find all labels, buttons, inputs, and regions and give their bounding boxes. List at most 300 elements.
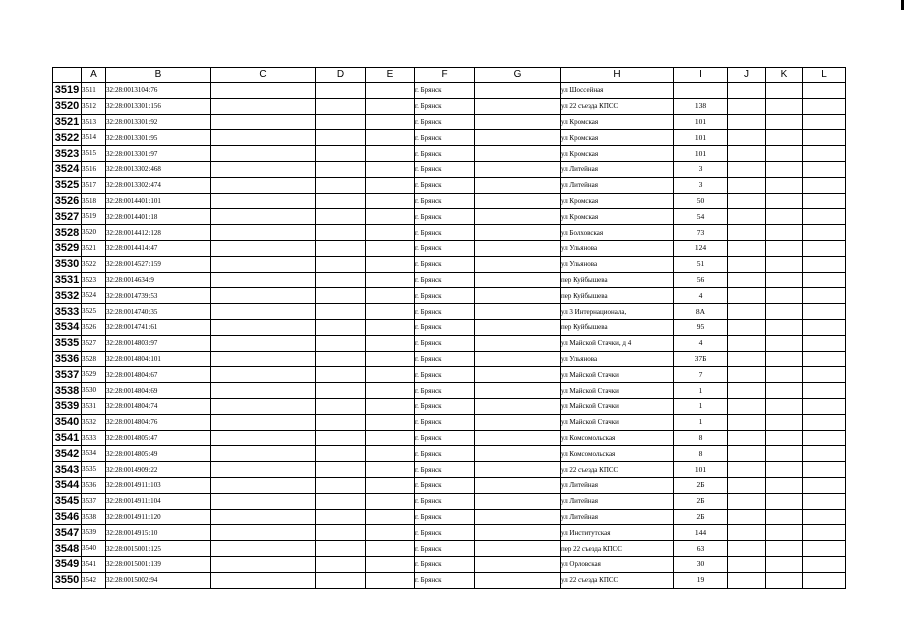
cell-g bbox=[475, 493, 561, 509]
cell-e bbox=[366, 398, 415, 414]
cell-i: 7 bbox=[674, 367, 728, 383]
cell-k bbox=[766, 525, 803, 541]
cell-i: 1 bbox=[674, 383, 728, 399]
row-number: 3548 bbox=[53, 541, 82, 557]
column-header-e: E bbox=[366, 68, 415, 83]
cell-a: 3541 bbox=[82, 556, 106, 572]
cell-e bbox=[366, 319, 415, 335]
cell-j bbox=[728, 509, 766, 525]
cell-k bbox=[766, 161, 803, 177]
table-row bbox=[53, 98, 846, 114]
row-number: 3539 bbox=[53, 398, 82, 414]
cell-k bbox=[766, 130, 803, 146]
cell-c bbox=[211, 462, 316, 478]
cell-h: ул Майской Стачки bbox=[561, 367, 674, 383]
cell-e bbox=[366, 430, 415, 446]
cell-f: г. Брянск bbox=[415, 256, 475, 272]
table-row bbox=[53, 556, 846, 572]
cell-a: 3531 bbox=[82, 398, 106, 414]
cell-a: 3513 bbox=[82, 114, 106, 130]
cell-l bbox=[803, 177, 846, 193]
cell-c bbox=[211, 556, 316, 572]
cell-h: ул Болховская bbox=[561, 225, 674, 241]
cell-f: г. Брянск bbox=[415, 525, 475, 541]
cell-k bbox=[766, 272, 803, 288]
cell-l bbox=[803, 414, 846, 430]
cell-i: 19 bbox=[674, 572, 728, 588]
cell-g bbox=[475, 572, 561, 588]
cell-c bbox=[211, 114, 316, 130]
cell-h: ул Ульянова bbox=[561, 351, 674, 367]
cell-h: ул Комсомольская bbox=[561, 430, 674, 446]
cell-l bbox=[803, 161, 846, 177]
cell-h: ул Орловская bbox=[561, 556, 674, 572]
cell-b: 32:28:0014527:159 bbox=[106, 256, 211, 272]
cell-b: 32:28:0014805:47 bbox=[106, 430, 211, 446]
cell-h: ул Литейная bbox=[561, 477, 674, 493]
cell-c bbox=[211, 240, 316, 256]
cell-k bbox=[766, 462, 803, 478]
cell-a: 3537 bbox=[82, 493, 106, 509]
row-number: 3519 bbox=[53, 83, 82, 99]
row-number: 3531 bbox=[53, 272, 82, 288]
row-number: 3537 bbox=[53, 367, 82, 383]
cell-g bbox=[475, 335, 561, 351]
cell-l bbox=[803, 398, 846, 414]
cell-i: 2Б bbox=[674, 477, 728, 493]
cell-d bbox=[316, 177, 366, 193]
cell-f: г. Брянск bbox=[415, 398, 475, 414]
cell-k bbox=[766, 414, 803, 430]
cell-g bbox=[475, 477, 561, 493]
cell-g bbox=[475, 541, 561, 557]
cell-f: г. Брянск bbox=[415, 430, 475, 446]
table-row bbox=[53, 493, 846, 509]
cell-e bbox=[366, 83, 415, 99]
cell-i: 54 bbox=[674, 209, 728, 225]
cell-e bbox=[366, 130, 415, 146]
cell-d bbox=[316, 240, 366, 256]
cell-i: 124 bbox=[674, 240, 728, 256]
cell-j bbox=[728, 493, 766, 509]
cell-k bbox=[766, 541, 803, 557]
cell-l bbox=[803, 130, 846, 146]
cell-i: 138 bbox=[674, 98, 728, 114]
cell-h: ул 22 съезда КПСС bbox=[561, 462, 674, 478]
cell-g bbox=[475, 525, 561, 541]
cell-c bbox=[211, 335, 316, 351]
cell-i: 101 bbox=[674, 130, 728, 146]
table-row bbox=[53, 146, 846, 162]
row-number: 3523 bbox=[53, 146, 82, 162]
cell-j bbox=[728, 130, 766, 146]
cell-k bbox=[766, 446, 803, 462]
cell-a: 3515 bbox=[82, 146, 106, 162]
cell-d bbox=[316, 319, 366, 335]
table-row bbox=[53, 177, 846, 193]
cell-b: 32:28:0014915:10 bbox=[106, 525, 211, 541]
cell-d bbox=[316, 351, 366, 367]
row-number: 3530 bbox=[53, 256, 82, 272]
cell-l bbox=[803, 367, 846, 383]
cell-a: 3536 bbox=[82, 477, 106, 493]
cell-b: 32:28:0014804:101 bbox=[106, 351, 211, 367]
table-row bbox=[53, 541, 846, 557]
cell-j bbox=[728, 351, 766, 367]
cell-g bbox=[475, 193, 561, 209]
cell-j bbox=[728, 209, 766, 225]
table-row bbox=[53, 319, 846, 335]
cell-a: 3538 bbox=[82, 509, 106, 525]
cell-h: ул Кромская bbox=[561, 130, 674, 146]
cell-a: 3534 bbox=[82, 446, 106, 462]
cell-c bbox=[211, 256, 316, 272]
cell-i: 8 bbox=[674, 446, 728, 462]
cell-j bbox=[728, 177, 766, 193]
column-header-b: B bbox=[106, 68, 211, 83]
cell-k bbox=[766, 256, 803, 272]
cell-c bbox=[211, 525, 316, 541]
cell-i: 101 bbox=[674, 114, 728, 130]
cell-c bbox=[211, 288, 316, 304]
cell-l bbox=[803, 509, 846, 525]
cell-j bbox=[728, 272, 766, 288]
cell-g bbox=[475, 462, 561, 478]
cell-d bbox=[316, 193, 366, 209]
cell-i: 51 bbox=[674, 256, 728, 272]
cell-a: 3518 bbox=[82, 193, 106, 209]
cell-k bbox=[766, 98, 803, 114]
cell-j bbox=[728, 572, 766, 588]
cell-b: 32:28:0013301:95 bbox=[106, 130, 211, 146]
cell-f: г. Брянск bbox=[415, 193, 475, 209]
row-number: 3536 bbox=[53, 351, 82, 367]
cell-g bbox=[475, 446, 561, 462]
cell-a: 3530 bbox=[82, 383, 106, 399]
cell-l bbox=[803, 572, 846, 588]
cell-h: ул Майской Стачки bbox=[561, 383, 674, 399]
column-header-j: J bbox=[728, 68, 766, 83]
cell-b: 32:28:0014634:9 bbox=[106, 272, 211, 288]
cell-g bbox=[475, 414, 561, 430]
cell-i: 4 bbox=[674, 335, 728, 351]
cell-i bbox=[674, 83, 728, 99]
row-number: 3521 bbox=[53, 114, 82, 130]
row-number: 3546 bbox=[53, 509, 82, 525]
cell-a: 3529 bbox=[82, 367, 106, 383]
cell-l bbox=[803, 272, 846, 288]
cell-j bbox=[728, 319, 766, 335]
cell-h: ул Институтская bbox=[561, 525, 674, 541]
cell-g bbox=[475, 319, 561, 335]
cell-g bbox=[475, 177, 561, 193]
cell-b: 32:28:0014804:67 bbox=[106, 367, 211, 383]
cell-f: г. Брянск bbox=[415, 98, 475, 114]
row-number: 3538 bbox=[53, 383, 82, 399]
cell-b: 32:28:0015001:125 bbox=[106, 541, 211, 557]
cell-i: 144 bbox=[674, 525, 728, 541]
cell-d bbox=[316, 414, 366, 430]
cell-c bbox=[211, 509, 316, 525]
cell-h: ул Литейная bbox=[561, 509, 674, 525]
cell-k bbox=[766, 146, 803, 162]
cell-d bbox=[316, 130, 366, 146]
cell-i: 1 bbox=[674, 414, 728, 430]
cell-d bbox=[316, 556, 366, 572]
cell-k bbox=[766, 398, 803, 414]
cell-b: 32:28:0013301:92 bbox=[106, 114, 211, 130]
cell-d bbox=[316, 493, 366, 509]
cell-f: г. Брянск bbox=[415, 556, 475, 572]
cell-d bbox=[316, 161, 366, 177]
cell-h: ул Кромская bbox=[561, 114, 674, 130]
column-header-l: L bbox=[803, 68, 846, 83]
cell-f: г. Брянск bbox=[415, 446, 475, 462]
row-number: 3540 bbox=[53, 414, 82, 430]
cell-d bbox=[316, 288, 366, 304]
cell-e bbox=[366, 225, 415, 241]
cell-i: 101 bbox=[674, 462, 728, 478]
cell-j bbox=[728, 304, 766, 320]
column-header-d: D bbox=[316, 68, 366, 83]
cell-f: г. Брянск bbox=[415, 319, 475, 335]
cell-k bbox=[766, 556, 803, 572]
cell-b: 32:28:0014740:35 bbox=[106, 304, 211, 320]
cell-a: 3540 bbox=[82, 541, 106, 557]
cell-b: 32:28:0014803:97 bbox=[106, 335, 211, 351]
cell-g bbox=[475, 304, 561, 320]
cell-a: 3522 bbox=[82, 256, 106, 272]
table-row bbox=[53, 225, 846, 241]
cell-g bbox=[475, 130, 561, 146]
cell-k bbox=[766, 225, 803, 241]
table-row bbox=[53, 398, 846, 414]
cell-c bbox=[211, 304, 316, 320]
cell-i: 3 bbox=[674, 177, 728, 193]
cell-h: ул Ульянова bbox=[561, 240, 674, 256]
cell-b: 32:28:0014412:128 bbox=[106, 225, 211, 241]
cell-a: 3525 bbox=[82, 304, 106, 320]
cell-k bbox=[766, 193, 803, 209]
cell-l bbox=[803, 493, 846, 509]
cell-f: г. Брянск bbox=[415, 114, 475, 130]
cell-h: ул 22 съезда КПСС bbox=[561, 98, 674, 114]
row-number: 3547 bbox=[53, 525, 82, 541]
cell-b: 32:28:0014401:101 bbox=[106, 193, 211, 209]
cell-i: 30 bbox=[674, 556, 728, 572]
cell-d bbox=[316, 446, 366, 462]
cell-e bbox=[366, 541, 415, 557]
cell-j bbox=[728, 446, 766, 462]
table-row bbox=[53, 193, 846, 209]
cell-h: ул Кромская bbox=[561, 146, 674, 162]
cell-e bbox=[366, 161, 415, 177]
cell-k bbox=[766, 209, 803, 225]
cell-d bbox=[316, 541, 366, 557]
table-row bbox=[53, 430, 846, 446]
cell-e bbox=[366, 256, 415, 272]
cell-g bbox=[475, 272, 561, 288]
cell-f: г. Брянск bbox=[415, 541, 475, 557]
cell-d bbox=[316, 572, 366, 588]
column-header-h: H bbox=[561, 68, 674, 83]
table-row bbox=[53, 304, 846, 320]
cell-a: 3526 bbox=[82, 319, 106, 335]
cell-d bbox=[316, 304, 366, 320]
cell-g bbox=[475, 161, 561, 177]
table-row bbox=[53, 446, 846, 462]
cell-d bbox=[316, 398, 366, 414]
cell-f: г. Брянск bbox=[415, 209, 475, 225]
cell-l bbox=[803, 462, 846, 478]
cell-g bbox=[475, 288, 561, 304]
cell-a: 3523 bbox=[82, 272, 106, 288]
cell-b: 32:28:0014911:103 bbox=[106, 477, 211, 493]
table-row bbox=[53, 114, 846, 130]
cell-h: ул Майской Стачки bbox=[561, 398, 674, 414]
table-row bbox=[53, 83, 846, 99]
cell-d bbox=[316, 146, 366, 162]
cell-l bbox=[803, 383, 846, 399]
cell-i: 4 bbox=[674, 288, 728, 304]
cell-j bbox=[728, 288, 766, 304]
cell-k bbox=[766, 383, 803, 399]
table-row bbox=[53, 383, 846, 399]
cell-e bbox=[366, 177, 415, 193]
cell-e bbox=[366, 240, 415, 256]
cell-c bbox=[211, 130, 316, 146]
cell-h: ул Кромская bbox=[561, 209, 674, 225]
cell-b: 32:28:0014911:104 bbox=[106, 493, 211, 509]
cell-c bbox=[211, 367, 316, 383]
cell-f: г. Брянск bbox=[415, 462, 475, 478]
column-header-row bbox=[53, 68, 846, 83]
table-row bbox=[53, 130, 846, 146]
cell-e bbox=[366, 477, 415, 493]
cell-c bbox=[211, 477, 316, 493]
cell-l bbox=[803, 193, 846, 209]
cell-j bbox=[728, 398, 766, 414]
cell-k bbox=[766, 177, 803, 193]
cell-b: 32:28:0014804:76 bbox=[106, 414, 211, 430]
cell-e bbox=[366, 493, 415, 509]
cell-d bbox=[316, 272, 366, 288]
cell-f: г. Брянск bbox=[415, 130, 475, 146]
cell-g bbox=[475, 383, 561, 399]
cell-a: 3527 bbox=[82, 335, 106, 351]
cell-l bbox=[803, 146, 846, 162]
cell-l bbox=[803, 525, 846, 541]
table-body bbox=[53, 83, 846, 589]
row-number: 3549 bbox=[53, 556, 82, 572]
table-row bbox=[53, 572, 846, 588]
row-number: 3550 bbox=[53, 572, 82, 588]
cell-b: 32:28:0014804:69 bbox=[106, 383, 211, 399]
cell-j bbox=[728, 556, 766, 572]
cell-e bbox=[366, 383, 415, 399]
column-header-g: G bbox=[475, 68, 561, 83]
cell-g bbox=[475, 256, 561, 272]
cell-b: 32:28:0013302:474 bbox=[106, 177, 211, 193]
row-number: 3525 bbox=[53, 177, 82, 193]
cell-g bbox=[475, 114, 561, 130]
cell-d bbox=[316, 430, 366, 446]
cell-k bbox=[766, 477, 803, 493]
cell-l bbox=[803, 446, 846, 462]
cell-e bbox=[366, 304, 415, 320]
cell-j bbox=[728, 193, 766, 209]
table-row bbox=[53, 477, 846, 493]
cell-k bbox=[766, 367, 803, 383]
cell-e bbox=[366, 572, 415, 588]
cell-k bbox=[766, 430, 803, 446]
cell-k bbox=[766, 83, 803, 99]
cell-l bbox=[803, 288, 846, 304]
cell-d bbox=[316, 114, 366, 130]
cell-g bbox=[475, 209, 561, 225]
cell-b: 32:28:0015001:139 bbox=[106, 556, 211, 572]
cell-c bbox=[211, 272, 316, 288]
cell-c bbox=[211, 541, 316, 557]
cell-b: 32:28:0014804:74 bbox=[106, 398, 211, 414]
cell-g bbox=[475, 398, 561, 414]
cell-f: г. Брянск bbox=[415, 225, 475, 241]
cell-h: ул Ульянова bbox=[561, 256, 674, 272]
cell-f: г. Брянск bbox=[415, 161, 475, 177]
cell-g bbox=[475, 83, 561, 99]
cell-b: 32:28:0014741:61 bbox=[106, 319, 211, 335]
cell-d bbox=[316, 477, 366, 493]
cell-l bbox=[803, 335, 846, 351]
cell-j bbox=[728, 430, 766, 446]
cell-i: 50 bbox=[674, 193, 728, 209]
cell-h: пер Куйбышева bbox=[561, 319, 674, 335]
cell-j bbox=[728, 256, 766, 272]
cell-g bbox=[475, 98, 561, 114]
cell-h: ул Литейная bbox=[561, 493, 674, 509]
cell-j bbox=[728, 225, 766, 241]
table-row bbox=[53, 161, 846, 177]
cell-l bbox=[803, 541, 846, 557]
cell-c bbox=[211, 193, 316, 209]
cell-k bbox=[766, 304, 803, 320]
cell-e bbox=[366, 446, 415, 462]
cell-l bbox=[803, 351, 846, 367]
cell-c bbox=[211, 446, 316, 462]
cell-i: 101 bbox=[674, 146, 728, 162]
table-row bbox=[53, 240, 846, 256]
cell-h: ул Майской Стачки, д 4 bbox=[561, 335, 674, 351]
cell-c bbox=[211, 161, 316, 177]
cell-k bbox=[766, 240, 803, 256]
cell-l bbox=[803, 256, 846, 272]
data-table bbox=[52, 67, 846, 589]
row-number: 3527 bbox=[53, 209, 82, 225]
cell-a: 3535 bbox=[82, 462, 106, 478]
cell-g bbox=[475, 367, 561, 383]
cell-d bbox=[316, 225, 366, 241]
column-header-k: K bbox=[766, 68, 803, 83]
cell-e bbox=[366, 288, 415, 304]
cell-f: г. Брянск bbox=[415, 351, 475, 367]
cell-h: пер Куйбышева bbox=[561, 288, 674, 304]
cell-a: 3533 bbox=[82, 430, 106, 446]
table-row bbox=[53, 335, 846, 351]
cell-e bbox=[366, 146, 415, 162]
cell-j bbox=[728, 367, 766, 383]
cell-c bbox=[211, 83, 316, 99]
cell-i: 2Б bbox=[674, 509, 728, 525]
